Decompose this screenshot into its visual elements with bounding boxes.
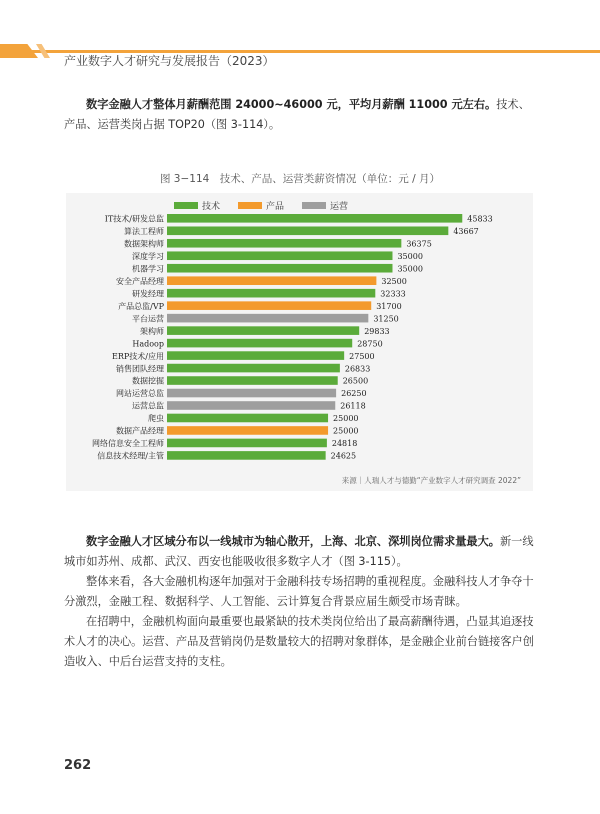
category-label: 机器学习 xyxy=(132,264,164,274)
running-header-title: 产业数字人才研究与发展报告（2023） xyxy=(64,54,275,68)
value-label: 29833 xyxy=(364,326,390,336)
bar xyxy=(167,389,336,398)
page-number: 262 xyxy=(64,758,92,773)
category-label: 安全产品经理 xyxy=(116,276,164,286)
value-label: 26833 xyxy=(344,364,371,374)
value-label: 31250 xyxy=(373,314,399,324)
category-label: 销售团队经理 xyxy=(116,364,164,374)
salary-bar-chart xyxy=(66,193,533,491)
legend-label-0: 技术 xyxy=(202,202,221,212)
bar xyxy=(167,289,375,298)
value-label: 26118 xyxy=(340,401,366,411)
value-label: 28750 xyxy=(357,339,383,349)
value-label: 26250 xyxy=(341,389,367,399)
bar xyxy=(167,214,462,223)
category-label: Hadoop xyxy=(132,339,164,349)
value-label: 24625 xyxy=(330,451,357,461)
bar xyxy=(167,264,392,273)
category-label: 数据挖掘 xyxy=(132,376,164,386)
value-label: 32500 xyxy=(381,276,407,286)
value-label: 25000 xyxy=(333,414,359,424)
category-label: 数据产品经理 xyxy=(116,426,164,436)
bar xyxy=(167,426,328,435)
category-label: 网络信息安全工程师 xyxy=(92,439,164,449)
value-label: 45833 xyxy=(467,214,493,224)
category-label: 平台运营 xyxy=(132,314,164,324)
category-label: 深度学习 xyxy=(132,251,164,261)
legend-swatch-1 xyxy=(238,202,262,209)
value-label: 24818 xyxy=(331,439,358,449)
bar xyxy=(167,376,338,385)
chart-source-note: 来源｜人瑞人才与德勤“产业数字人才研究调查 2022” xyxy=(341,476,521,485)
bar xyxy=(167,301,371,310)
paragraph-recruitment-trend: 整体来看，各大金融机构逐年加强对于金融科技专场招聘的重视程度。金融科技人才争夺十分激烈，金融工程、数据科学、人工智能、云计算复合背景应届生颇受市场青睐。 xyxy=(64,575,534,608)
bar xyxy=(167,414,328,423)
value-label: 32333 xyxy=(380,289,406,299)
paragraph-region-distribution xyxy=(64,532,540,572)
category-label: 研发经理 xyxy=(132,289,164,299)
bar xyxy=(167,276,376,285)
bar xyxy=(167,339,352,348)
bar xyxy=(167,439,327,448)
chart-panel xyxy=(66,193,533,491)
bar xyxy=(167,401,335,410)
category-label: 运营总监 xyxy=(132,401,164,411)
value-label: 31700 xyxy=(376,301,402,311)
value-label: 25000 xyxy=(333,426,359,436)
category-label: 信息技术经理/主管 xyxy=(97,451,164,461)
value-label: 43667 xyxy=(453,226,479,236)
bar xyxy=(167,364,340,373)
legend-label-1: 产品 xyxy=(266,202,285,212)
value-label: 26500 xyxy=(342,376,369,386)
value-label: 35000 xyxy=(397,251,423,261)
category-label: 数据架构师 xyxy=(124,239,164,249)
category-label: 产品总监/VP xyxy=(118,301,164,311)
category-label: 网站运营总监 xyxy=(116,389,164,399)
category-label: ERP技术/应用 xyxy=(112,351,164,361)
bar xyxy=(167,451,326,460)
legend-swatch-0 xyxy=(174,202,198,209)
paragraph-salary-summary-rest: 技术、产品、运营类岗占据 TOP20（图 3-114）。 xyxy=(64,98,530,131)
category-label: 算法工程师 xyxy=(124,226,164,236)
bar xyxy=(167,351,344,360)
bar xyxy=(167,239,401,248)
legend-swatch-2 xyxy=(302,202,326,209)
legend-label-2: 运营 xyxy=(330,202,349,212)
value-label: 27500 xyxy=(349,351,375,361)
paragraph-recruitment-strategy: 在招聘中，金融机构面向最重要也最紧缺的技术类岗位给出了最高薪酬待遇，凸显其追逐技术人才的决心。运营、产品及营销岗仍是数量较大的招聘对象群体，是金融企业前台链接客户创造收入、中后台运营支持的支柱。 xyxy=(64,615,534,668)
category-label: 爬虫 xyxy=(148,414,164,424)
bar xyxy=(167,314,368,323)
paragraph-region-distribution-rest: 新一线城市如苏州、成都、武汉、西安也能吸收很多数字人才（图 3-115）。 xyxy=(64,535,534,568)
header-accent-tab xyxy=(0,44,38,58)
bar xyxy=(167,251,392,260)
category-label: 架构师 xyxy=(140,326,164,336)
paragraph-region-distribution-bold: 数字金融人才区域分布以一线城市为轴心散开，上海、北京、深圳岗位需求量最大。 xyxy=(86,535,500,548)
figure-title: 图 3−114 技术、产品、运营类薪资情况（单位：元 / 月） xyxy=(159,173,441,185)
value-label: 35000 xyxy=(397,264,423,274)
paragraph-salary-summary xyxy=(64,95,540,135)
category-label: IT技术/研发总监 xyxy=(104,214,164,224)
bar xyxy=(167,226,448,235)
paragraph-salary-summary-bold: 数字金融人才整体月薪酬范围 24000~46000 元，平均月薪酬 11000 元左右。 xyxy=(86,98,497,111)
value-label: 36375 xyxy=(406,239,432,249)
bar xyxy=(167,326,359,335)
